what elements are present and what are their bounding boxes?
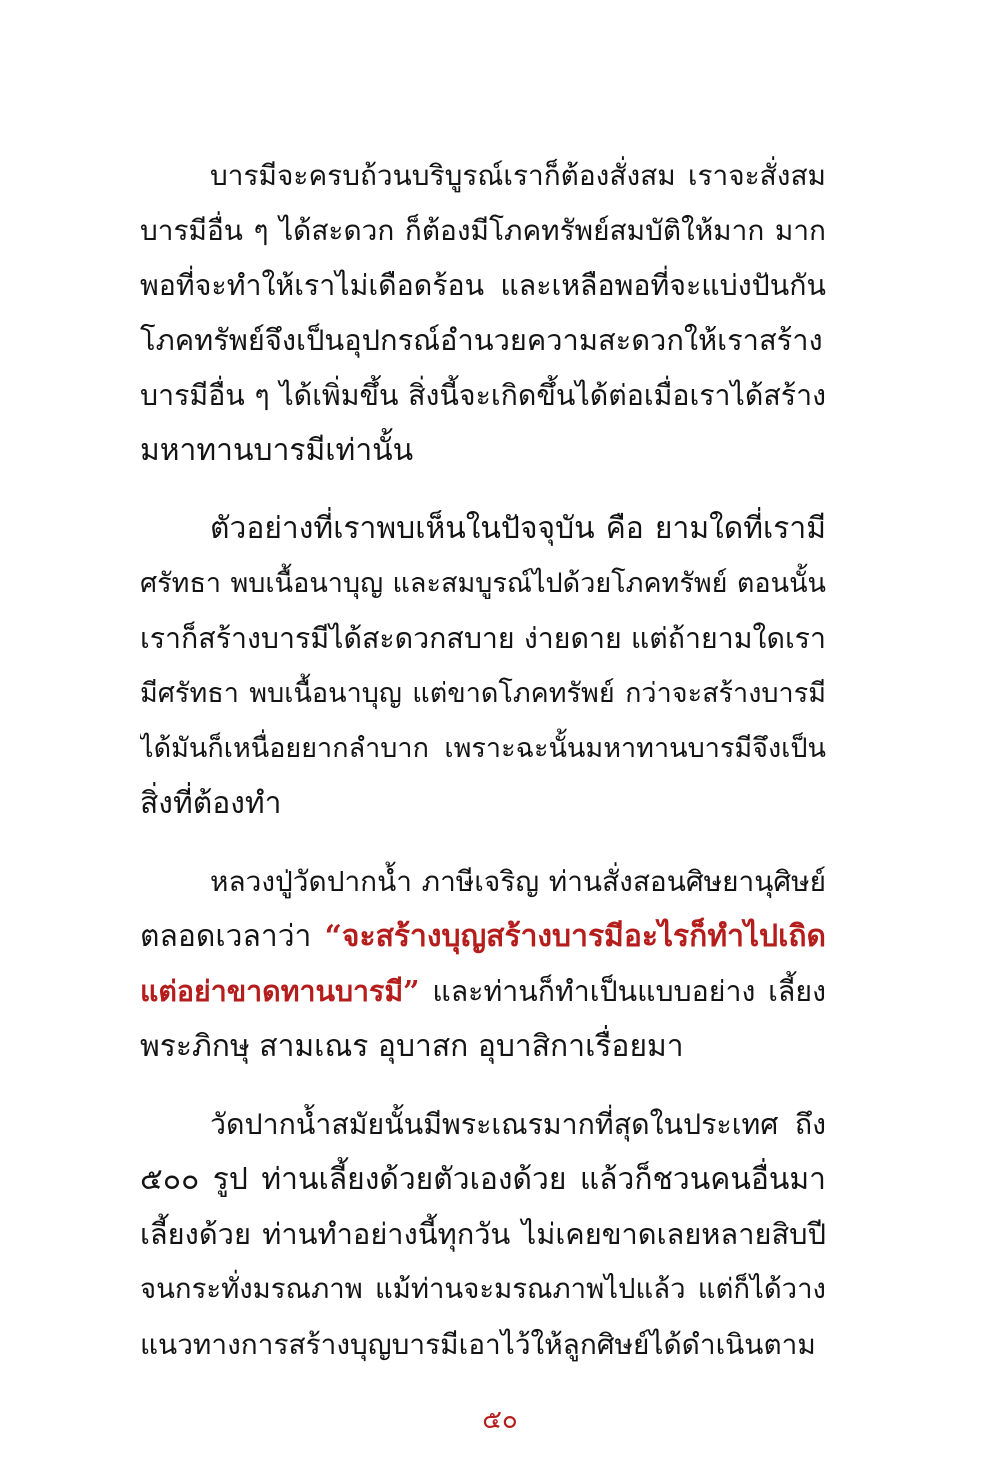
text-line: บารมีอื่น ๆ ได้สะดวก ก็ต้องมีโภคทรัพย์สมบัติให้มาก มาก — [140, 214, 826, 247]
text-line: พระภิกษุ สามเณร อุบาสก อุบาสิกาเรื่อยมา — [140, 1029, 684, 1064]
highlighted-quote: แต่อย่าขาดทานบารมี” — [140, 974, 420, 1008]
text-line: ศรัทธา พบเนื้อนาบุญ และสมบูรณ์ไปด้วยโภคทรัพย์ ตอนนั้น — [140, 568, 826, 599]
text-line: ได้มันก็เหนื่อยยากลำบาก เพราะฉะนั้นมหาทานบารมีจึงเป็น — [140, 733, 826, 764]
text-segment: ตลอดเวลาว่า — [140, 919, 312, 954]
text-line: มีศรัทธา พบเนื้อนาบุญ แต่ขาดโภคทรัพย์ กว่าจะสร้างบารมี — [140, 678, 826, 709]
text-line — [140, 964, 826, 1019]
text-line: วัดปากน้ำสมัยนั้นมีพระเณรมากที่สุดในประเทศ ถึง — [210, 1108, 826, 1141]
text-line: โภคทรัพย์จึงเป็นอุปกรณ์อำนวยความสะดวกให้เราสร้าง — [140, 323, 823, 357]
text-line: เลี้ยงด้วย ท่านทำอย่างนี้ทุกวัน ไม่เคยขาดเลยหลายสิบปี — [140, 1217, 826, 1251]
text-segment: และท่านก็ทำเป็นแบบอย่าง เลี้ยง — [432, 975, 826, 1008]
body-text — [140, 148, 826, 1395]
text-line: หลวงปู่วัดปากน้ำ ภาษีเจริญ ท่านสั่งสอนศิษยานุศิษย์ — [210, 865, 826, 898]
paragraph-3 — [140, 854, 826, 1074]
paragraph-2 — [140, 501, 826, 831]
paragraph-1 — [140, 148, 826, 478]
text-line: พอที่จะทำให้เราไม่เดือดร้อน และเหลือพอที่จะแบ่งปันกัน — [140, 269, 826, 302]
page-number: ๕๐ — [482, 1405, 518, 1435]
highlighted-quote: “จะสร้างบุญสร้างบารมีอะไรก็ทำไปเถิด — [324, 919, 826, 954]
paragraph-4 — [140, 1097, 826, 1372]
text-line: ๕๐๐ รูป ท่านเลี้ยงด้วยตัวเองด้วย แล้วก็ชวนคนอื่นมา — [140, 1162, 826, 1197]
text-line: แนวทางการสร้างบุญบารมีเอาไว้ให้ลูกศิษย์ได้ดำเนินตาม — [140, 1328, 816, 1361]
text-line: ตัวอย่างที่เราพบเห็นในปัจจุบัน คือ ยามใดที่เรามี — [210, 511, 826, 546]
text-line: บารมีจะครบถ้วนบริบูรณ์เราก็ต้องสั่งสม เราจะสั่งสม — [210, 159, 826, 192]
text-line: สิ่งที่ต้องทำ — [140, 786, 282, 821]
text-line: จนกระทั่งมรณภาพ แม้ท่านจะมรณภาพไปแล้ว แต่ก็ได้วาง — [140, 1273, 826, 1305]
text-line — [140, 909, 826, 964]
text-line: บารมีอื่น ๆ ได้เพิ่มขึ้น สิ่งนี้จะเกิดขึ้นได้ต่อเมื่อเราได้สร้าง — [140, 379, 826, 412]
text-line: มหาทานบารมีเท่านั้น — [140, 433, 414, 468]
text-line: เราก็สร้างบารมีได้สะดวกสบาย ง่ายดาย แต่ถ้ายามใดเรา — [140, 622, 826, 655]
